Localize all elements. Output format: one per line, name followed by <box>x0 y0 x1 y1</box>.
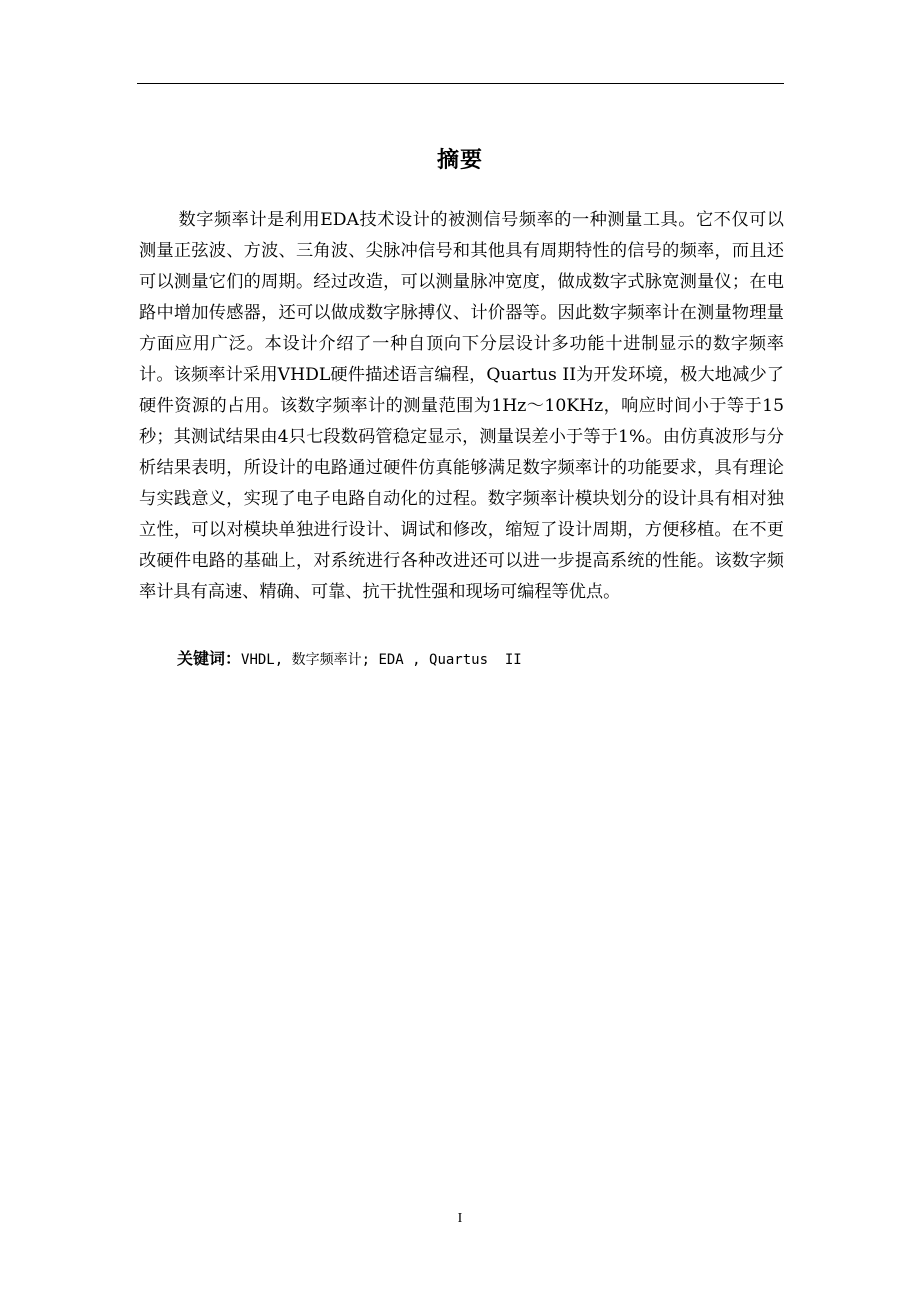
keywords-label: 关键词： <box>177 649 242 668</box>
header-rule <box>137 83 784 84</box>
keywords-line <box>177 644 784 675</box>
abstract-title: 摘要 <box>436 148 483 173</box>
abstract-body: 数字频率计是利用EDA技术设计的被测信号频率的一种测量工具。它不仅可以测量正弦波、方波、三角波、尖脉冲信号和其他具有周期特性的信号的频率，而且还可以测量它们的周期。经过改造，可以测量脉冲宽度，做成数字式脉宽测量仪；在电路中增加传感器，还可以做成数字脉搏仪、计价器等。因此数字频率计在测量物理量方面应用广泛。本设计介绍了一种自顶向下分层设计多功能十进制显示的数字频率计。该频率计采用VHDL硬件描述语言编程，Quartus II为开发环境，极大地减少了硬件资源的占用。该数字频率计的测量范围为1Hz～10KHz，响应时间小于等于15秒；其测试结果由4只七段数码管稳定显示，测量误差小于等于1%。由仿真波形与分析结果表明，所设计的电路通过硬件仿真能够满足数字频率计的功能要求，具有理论与实践意义，实现了电子电路自动化的过程。数字频率计模块划分的设计具有相对独立性，可以对模块单独进行设计、调试和修改，缩短了设计周期，方便移植。在不更改硬件电路的基础上，对系统进行各种改进还可以进一步提高系统的性能。该数字频率计具有高速、精确、可靠、抗干扰性强和现场可编程等优点。 <box>139 210 784 602</box>
keywords-value: VHDL, 数字频率计; EDA , Quartus II <box>241 652 522 668</box>
page-number: I <box>457 1211 463 1226</box>
